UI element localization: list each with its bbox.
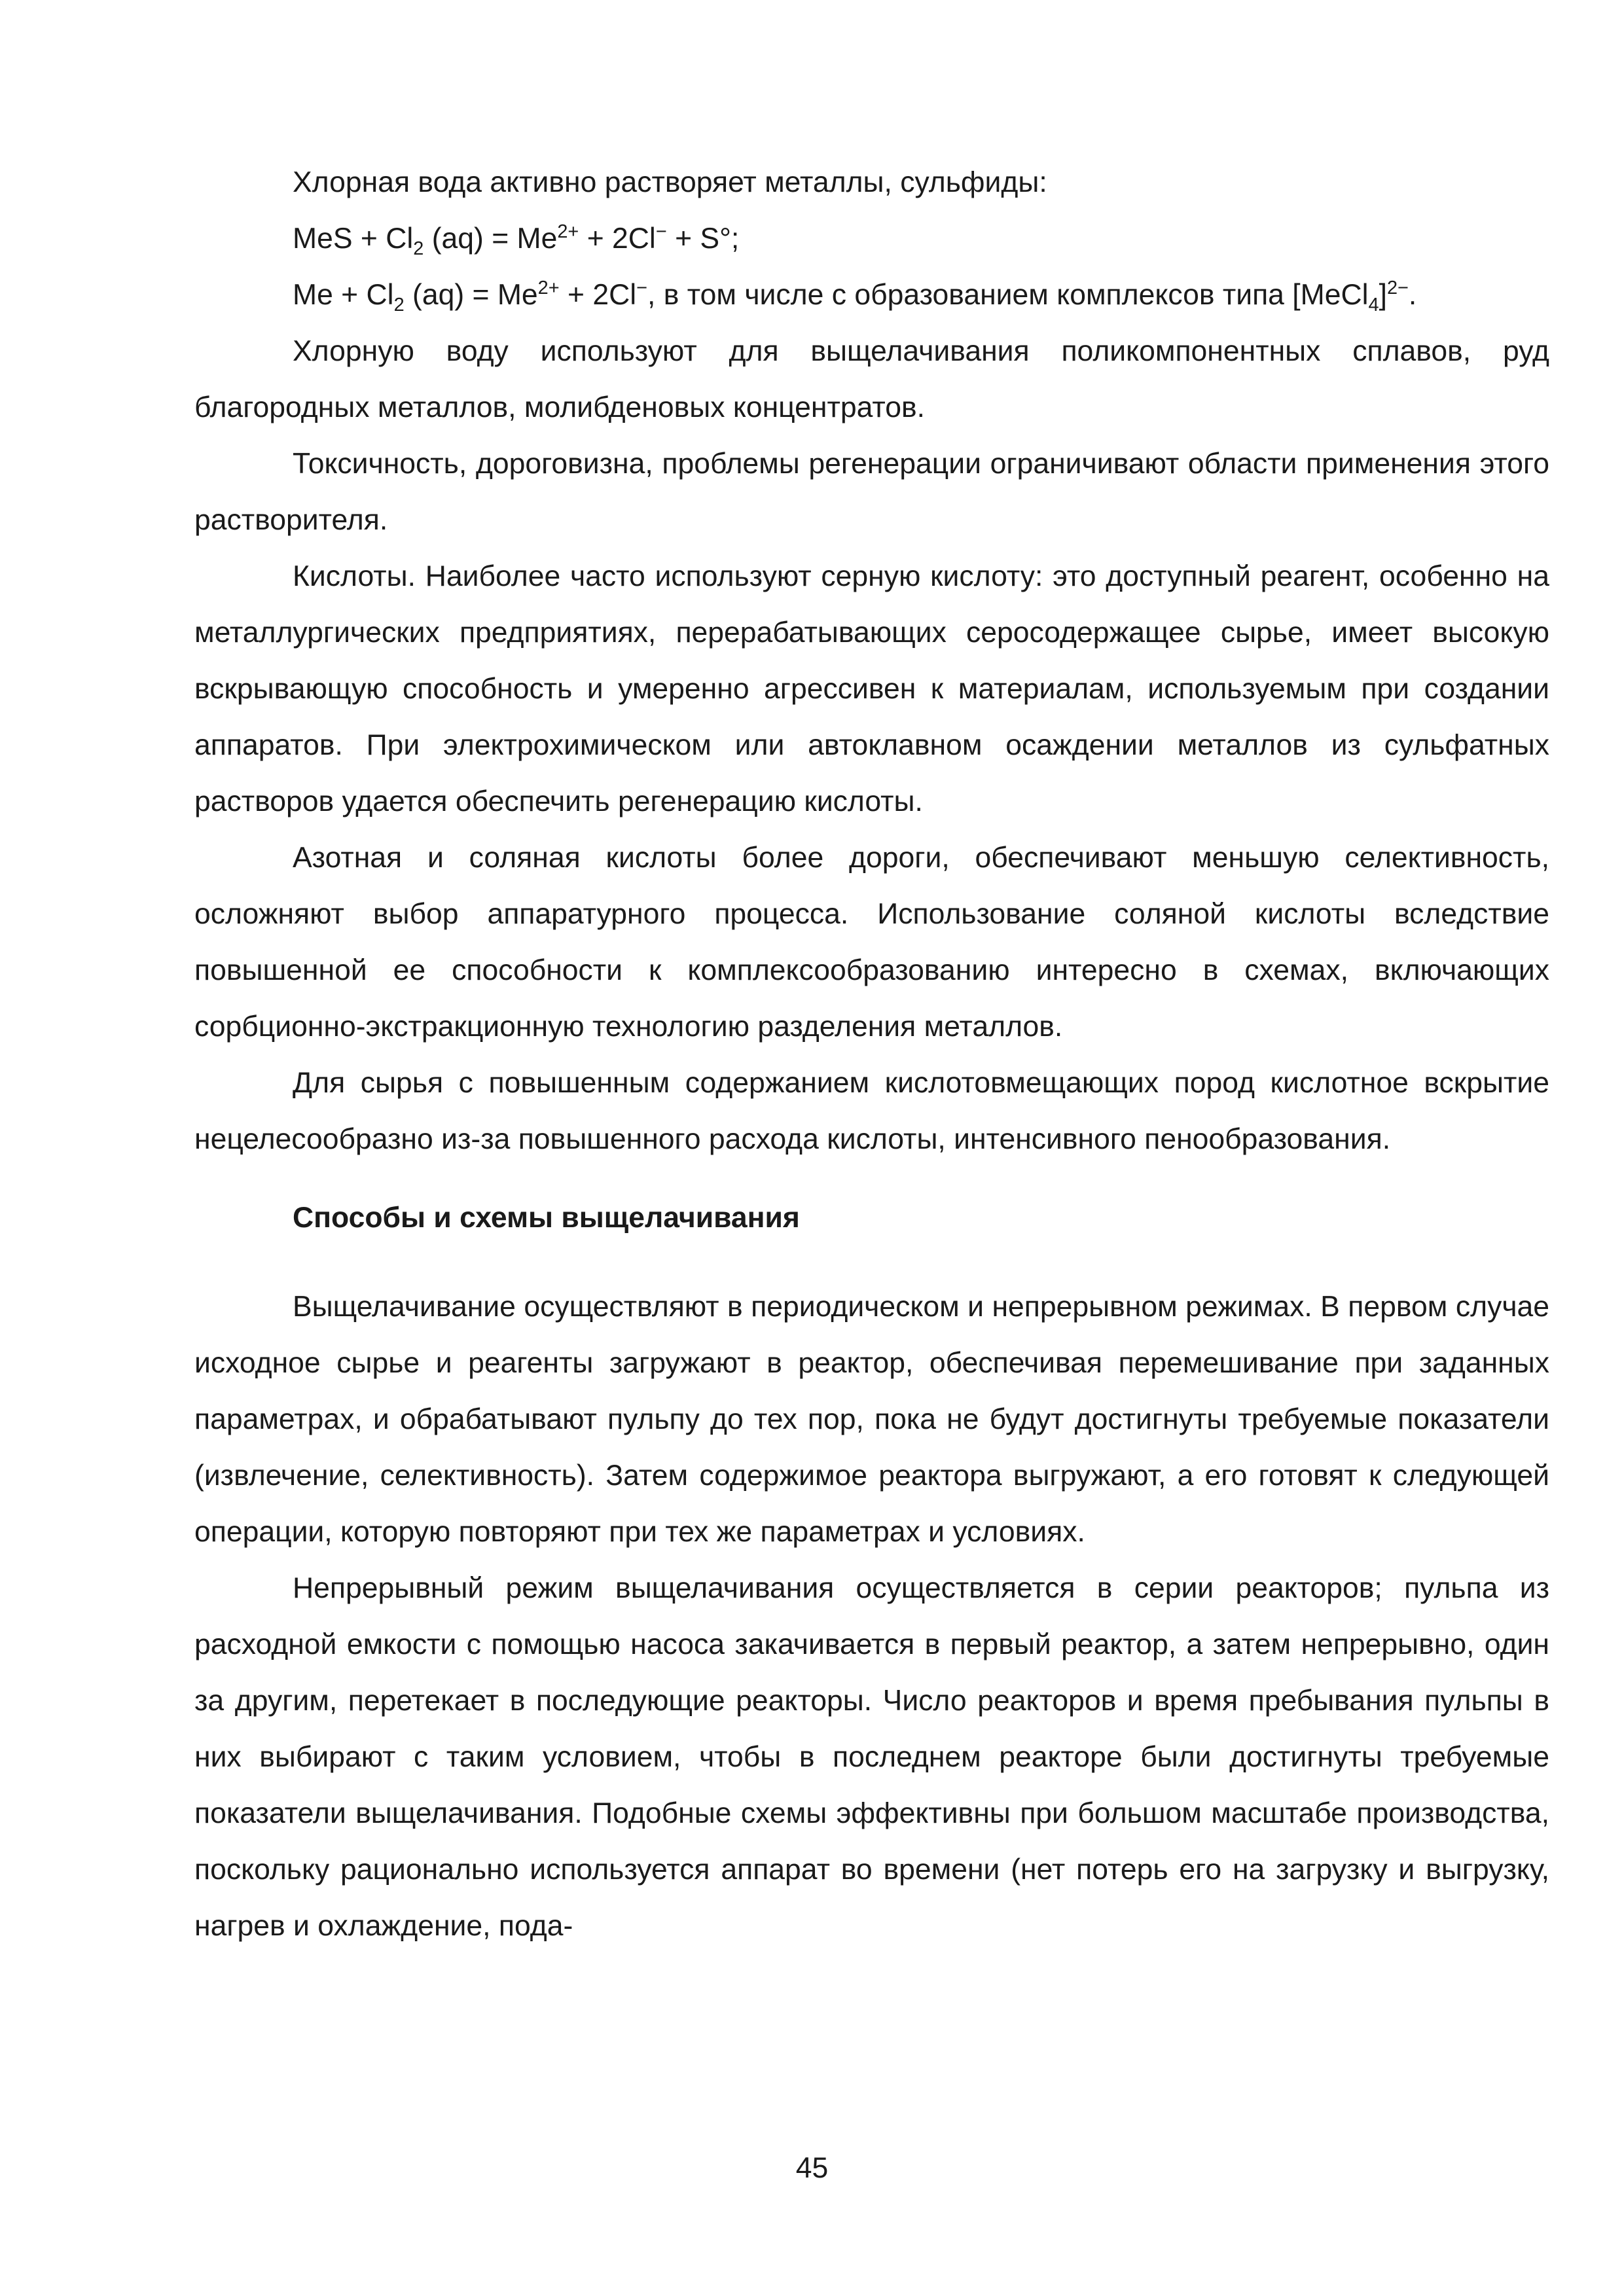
paragraph-toxicity: Токсичность, дороговизна, проблемы регенерации ограничивают области применения этого растворителя.: [194, 448, 1549, 536]
paragraph-batch-mode: Выщелачивание осуществляют в периодическом и непрерывном режимах. В первом случае исходное сырье и реагенты загружают в реактор, обеспечивая перемешивание при заданных параметрах, и обрабатывают пульпу до тех пор, пока не будут достигнуты требуемые показатели (извлечение, селективность). Затем содержимое реактора выгружают, а его готовят к следующей операции, которую повторяют при тех же параметрах и условиях.: [194, 1291, 1549, 1548]
paragraph-continuous-mode: Непрерывный режим выщелачивания осуществляется в серии реакторов; пульпа из расходной емкости с помощью насоса закачивается в первый реактор, а затем непрерывно, один за другим, перетекает в последующие реакторы. Число реакторов и время пребывания пульпы в них выбирают с таким условием, чтобы в последнем реакторе были достигнуты требуемые показатели выщелачивания. Подобные схемы эффективны при большом масштабе производства, поскольку рационально используется аппарат во времени (нет потерь его на загрузку и выгрузку, нагрев и охлаждение, пода-: [194, 1572, 1549, 1942]
paragraph-chlorine-water: Хлорная вода активно растворяет металлы, сульфиды:: [293, 166, 1047, 198]
section-heading: Способы и схемы выщелачивания: [293, 1202, 800, 1234]
page-number: 45: [795, 2152, 829, 2184]
equation-sulfide-leaching: MeS + $Cl_2$ $(aq) = Me^{2+} + 2Cl^- + S^\circ$;: [293, 221, 740, 259]
paragraph-acids: Кислоты. Наиболее часто используют серную кислоту: это доступный реагент, особенно на металлургических предприятиях, перерабатывающих серосодержащее сырье, имеет высокую вскрывающую способность и умеренно агрессивен к материалам, используемым при создании аппаратов. При электрохимическом или автоклавном осаждении металлов из сульфатных растворов удается обеспечить регенерацию кислоты.: [194, 560, 1549, 817]
paragraph-chlorine-water-usage: Хлорную воду используют для выщелачивания поликомпонентных сплавов, руд благородных металлов, молибденовых концентратов.: [194, 335, 1549, 423]
paragraph-acid-consuming-ores: Для сырья с повышенным содержанием кислотовмещающих пород кислотное вскрытие нецелесообразно из-за повышенного расхода кислоты, интенсивного пенообразования.: [194, 1067, 1549, 1155]
equation-metal-leaching: $Me + Cl_2$ $(aq) = Me^{2+} + 2Cl^-$, в том числе с образованием комплексов типа [MeCl$_4$]$^{2-}$.: [293, 278, 1417, 315]
document-page: [194, 154, 1549, 1954]
paragraph-nitric-hydrochloric: Азотная и соляная кислоты более дороги, обеспечивают меньшую селективность, осложняют выбор аппаратурного процесса. Использование соляной кислоты вследствие повышенной ее способности к комплексообразованию интересно в схемах, включающих сорбционно-экстракционную технологию разделения металлов.: [194, 842, 1549, 1043]
